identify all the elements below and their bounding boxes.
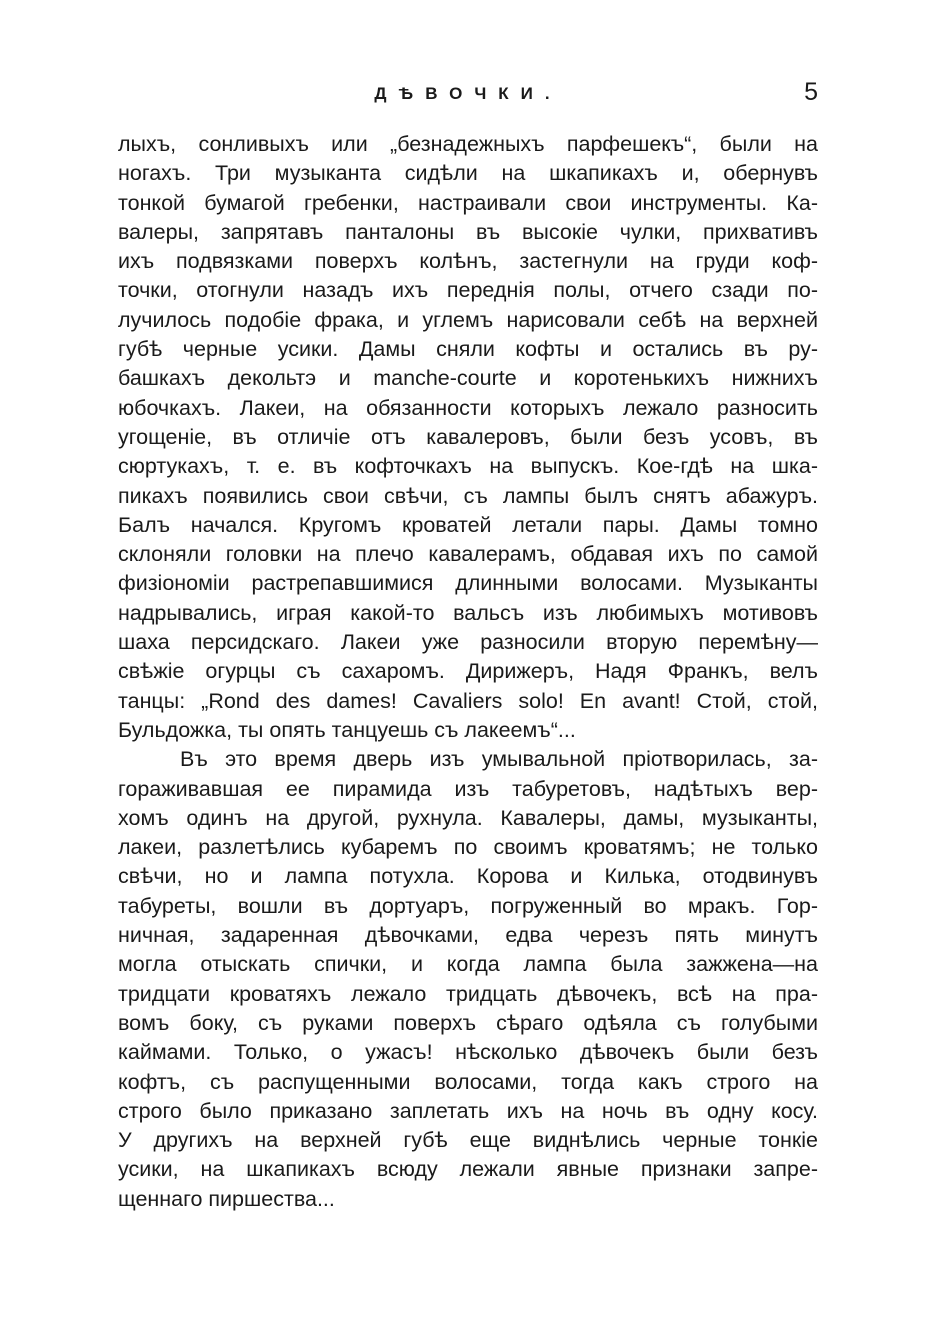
text-line: лакеи, разлетѣлись кубаремъ по своимъ кроватямъ; не только [118,835,818,860]
text-line: тонкой бумагой гребенки, настраивали свои инструменты. Ка- [118,190,818,215]
text-line: ногахъ. Три музыканта сидѣли на шкапикахъ и, обернувъ [118,161,818,186]
text-line: танцы: „Rond des dames! Cavaliers solo! En avant! Стой, стой, [118,688,818,713]
text-line: У другихъ на верхней губѣ еще виднѣлись черные тонкіе [118,1128,818,1153]
text-line: пикахъ появились свои свѣчи, съ лампы былъ снятъ абажуръ. [118,483,818,508]
text-line: губѣ черные усики. Дамы сняли кофты и остались въ ру- [118,337,818,362]
page-number: 5 [804,78,818,106]
text-line: Балъ начался. Кругомъ кроватей летали пары. Дамы томно [118,512,818,537]
text-line: табуреты, вошли въ дортуаръ, погруженный во мракъ. Гор- [118,893,818,918]
text-line: точки, отогнули назадъ ихъ переднія полы, отчего сзади по- [118,278,818,303]
running-title: ДѢВОЧКИ. [374,84,562,103]
text-line: физіономіи растрепавшимися длинными волосами. Музыканты [118,571,818,596]
text-line: склоняли головки на плечо кавалерамъ, обдавая ихъ по самой [118,542,818,567]
text-line: лыхъ, сонливыхъ или „безнадежныхъ парфешекъ“, были на [118,132,818,156]
text-line: надрывались, играя какой-то вальсъ изъ любимыхъ мотивовъ [118,600,818,625]
body-text [118,130,818,1214]
text-line: щеннаго пиршества... [118,1186,335,1211]
text-line: кофтъ, съ распущенными волосами, тогда какъ строго на [118,1069,818,1094]
text-line: свѣжіе огурцы съ сахаромъ. Дирижеръ, Надя Франкъ, велъ [118,659,818,684]
text-line: могла отыскать спички, и когда лампа была зажжена—на [118,952,818,977]
text-line: строго было приказано заплетать ихъ на ночь въ одну косу. [118,1098,818,1123]
text-line: тридцати кроватяхъ лежало тридцать дѣвочекъ, всѣ на пра- [118,981,818,1006]
text-line: валеры, запрятавъ панталоны въ высокіе чулки, прихвативъ [118,219,818,244]
text-line: угощеніе, въ отличіе отъ кавалеровъ, были безъ усовъ, въ [118,424,818,449]
text-line: сюртукахъ, т. е. въ кофточкахъ на выпускъ. Кое-гдѣ на шка- [118,454,818,479]
text-line: гораживавшая ее пирамида изъ табуретовъ, надѣтыхъ вер- [118,776,818,801]
text-line: вомъ боку, съ руками поверхъ сѣраго одѣяла съ голубыми [118,1010,818,1035]
text-line: усики, на шкапикахъ всюду лежали явные признаки запре- [118,1157,818,1182]
running-head [118,78,818,112]
text-line: шаха персидскаго. Лакеи уже разносили вторую перемѣну— [118,630,818,655]
text-line: Въ это время дверь изъ умывальной пріотворилась, за- [180,747,818,772]
text-line: хомъ одинъ на другой, рухнула. Кавалеры, дамы, музыканты, [118,805,818,830]
text-line: башкахъ декольтэ и manche-courte и коротенькихъ нижнихъ [118,366,818,391]
text-line: ничная, задаренная дѣвочками, едва черезъ пять минутъ [118,923,818,948]
text-line: ихъ подвязками поверхъ колѣнъ, застегнули на груди коф- [118,249,818,274]
text-line: юбочкахъ. Лакеи, на обязанности которыхъ лежало разносить [118,395,818,420]
text-line: лучилось подобіе фрака, и углемъ нарисовали себѣ на верхней [118,307,818,332]
text-line: свѣчи, но и лампа потухла. Корова и Килька, отодвинувъ [118,864,818,889]
text-line: каймами. Только, о ужасъ! нѣсколько дѣвочекъ были безъ [118,1040,818,1065]
paragraph [118,130,818,745]
paragraph [118,745,818,1214]
text-line: Бульдожка, ты опять танцуешь съ лакеемъ“... [118,717,576,742]
